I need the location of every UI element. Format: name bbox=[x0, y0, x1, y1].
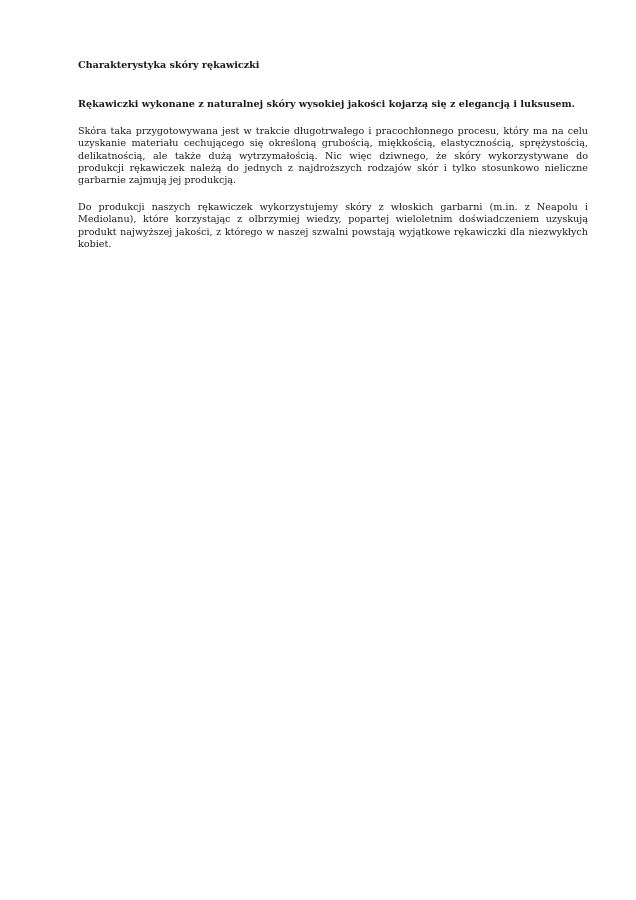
lead-paragraph: Rękawiczki wykonane z naturalnej skóry wysokiej jakości kojarzą się z elegancją i luksusem. bbox=[78, 99, 575, 111]
body-paragraph-1: Skóra taka przygotowywana jest w trakcie długotrwałego i pracochłonnego procesu, który ma na celu uzyskanie materiału cechującego się określoną grubością, miękkością, elastycznością, sprężystością, delikatnością, ale także dużą wytrzymałością. Nic więc dziwnego, że skóry wykorzystywane do produkcji rękawiczek należą do jednych z najdroższych rodzajów skór i tylko stosunkowo nieliczne garbarnie zajmują jej produkcją. bbox=[78, 125, 588, 187]
document-title: Charakterystyka skóry rękawiczki bbox=[78, 60, 260, 71]
document-body bbox=[78, 60, 588, 251]
body-paragraph-2: Do produkcji naszych rękawiczek wykorzystujemy skóry z włoskich garbarni (m.in. z Neapolu i Mediolanu), które korzystając z olbrzymiej wiedzy, popartej wieloletnim doświadczeniem uzyskują produkt najwyższej jakości, z którego w naszej szwalni powstają wyjątkowe rękawiczki dla niezwykłych kobiet. bbox=[78, 201, 588, 251]
